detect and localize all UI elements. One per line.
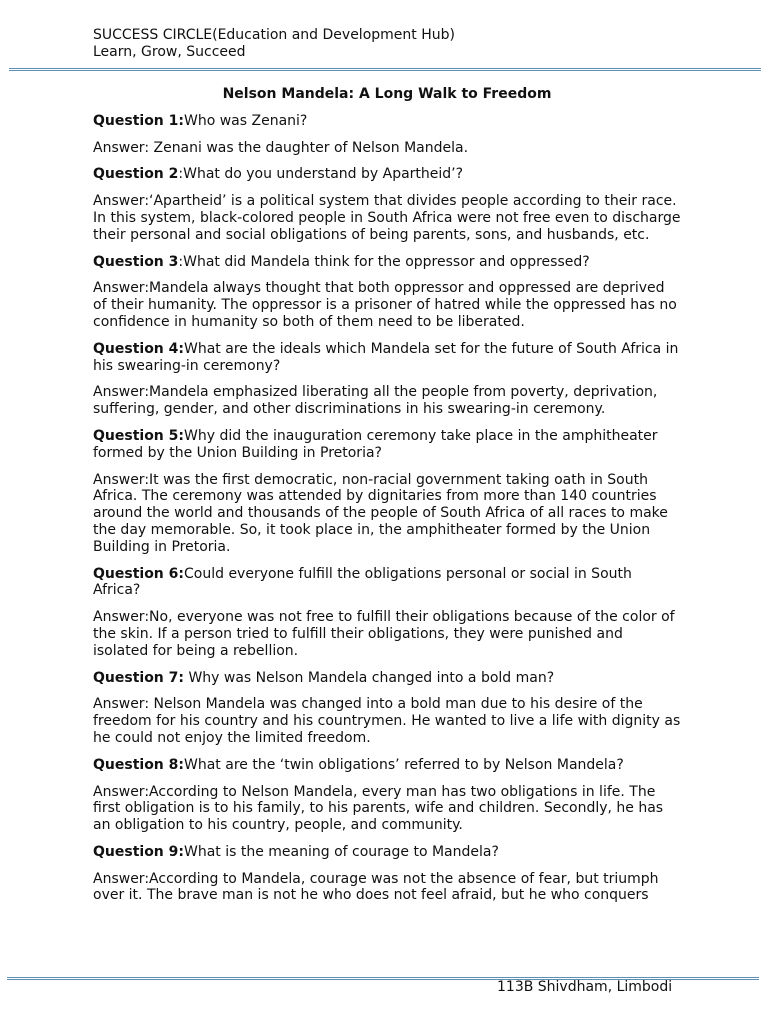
question-label: Question 2	[93, 166, 179, 183]
question	[93, 166, 681, 183]
question-label: Question 6:	[93, 565, 184, 582]
question-text: What is the meaning of courage to Mandela?	[184, 843, 499, 860]
header-tagline: Learn, Grow, Succeed	[93, 43, 246, 60]
qa-item	[93, 844, 681, 904]
answer: Answer:According to Mandela, courage was not the absence of fear, but triumph over it. The brave man is not he who does not feel afraid, but he who conquers	[93, 870, 659, 904]
question-text: Why did the inauguration ceremony take place in the amphitheater formed by the Union Building in Pretoria?	[93, 427, 658, 461]
qa-item	[93, 166, 681, 243]
question	[93, 566, 681, 600]
question-label: Question 4:	[93, 340, 184, 357]
question-text: Who was Zenani?	[184, 112, 308, 129]
question-text: :What do you understand by Apartheid’?	[178, 166, 464, 183]
qa-item	[93, 113, 681, 157]
question	[93, 428, 681, 462]
footer-address: 113B Shivdham, Limbodi	[497, 979, 673, 995]
question-label: Question 1:	[93, 112, 184, 129]
question	[93, 844, 681, 861]
qa-item	[93, 566, 681, 660]
answer: Answer:According to Nelson Mandela, every man has two obligations in life. The first obligation is to his family, to his parents, wife and children. Secondly, he has an obligation to his country, people, and community.	[93, 783, 664, 834]
qa-item	[93, 428, 681, 556]
question-label: Question 3	[93, 253, 179, 270]
question-label: Question 8:	[93, 756, 184, 773]
qa-item	[93, 254, 681, 331]
qa-item	[93, 757, 681, 834]
document-title: Nelson Mandela: A Long Walk to Freedom	[222, 86, 552, 102]
answer: Answer:It was the first democratic, non-racial government taking oath in South Africa. The ceremony was attended by dignitaries from more than 140 countries around the world and thousands of the people of South Africa of all races to make the day memorable. So, it took place in, the amphitheater formed by the Union Building in Pretoria.	[93, 471, 668, 555]
header-divider	[9, 68, 761, 71]
question-label: Question 9:	[93, 843, 184, 860]
qa-item	[93, 670, 681, 747]
question-text: Could everyone fulfill the obligations personal or social in South Africa?	[93, 565, 632, 599]
question	[93, 757, 681, 774]
answer: Answer: Zenani was the daughter of Nelson Mandela.	[93, 139, 469, 156]
question-text: What are the ‘twin obligations’ referred to by Nelson Mandela?	[184, 756, 624, 773]
question-text: Why was Nelson Mandela changed into a bold man?	[184, 669, 555, 686]
question	[93, 670, 681, 687]
question-label: Question 7:	[93, 669, 184, 686]
answer: Answer:Mandela always thought that both oppressor and oppressed are deprived of their humanity. The oppressor is a prisoner of hatred while the oppressed has no confidence in humanity so both of them need to be liberated.	[93, 280, 677, 330]
page-header	[93, 27, 455, 60]
question	[93, 254, 681, 271]
qa-item	[93, 341, 681, 418]
question-label: Question 5:	[93, 427, 184, 444]
question	[93, 341, 681, 375]
header-org-name: SUCCESS CIRCLE(Education and Development Hub)	[93, 27, 455, 43]
answer: Answer: Nelson Mandela was changed into a bold man due to his desire of the freedom for his country and his countrymen. He wanted to live a life with dignity as he could not enjoy the limited freedom.	[93, 696, 681, 746]
answer: Answer:No, everyone was not free to fulfill their obligations because of the color of the skin. If a person tried to fulfill their obligations, they were punished and isolated for being a rebellion.	[93, 609, 675, 659]
answer: Answer:‘Apartheid’ is a political system that divides people according to their race. In this system, black-colored people in South Africa were not free even to discharge their personal and social obligations of being parents, sons, and husbands, etc.	[93, 193, 681, 243]
question-text: :What did Mandela think for the oppressor and oppressed?	[178, 253, 590, 270]
answer: Answer:Mandela emphasized liberating all the people from poverty, deprivation, suffering, gender, and other discriminations in his swearing-in ceremony.	[93, 384, 658, 418]
question	[93, 113, 681, 130]
question-text: What are the ideals which Mandela set for the future of South Africa in his swearing-in ceremony?	[93, 340, 679, 374]
document-body	[93, 86, 681, 914]
